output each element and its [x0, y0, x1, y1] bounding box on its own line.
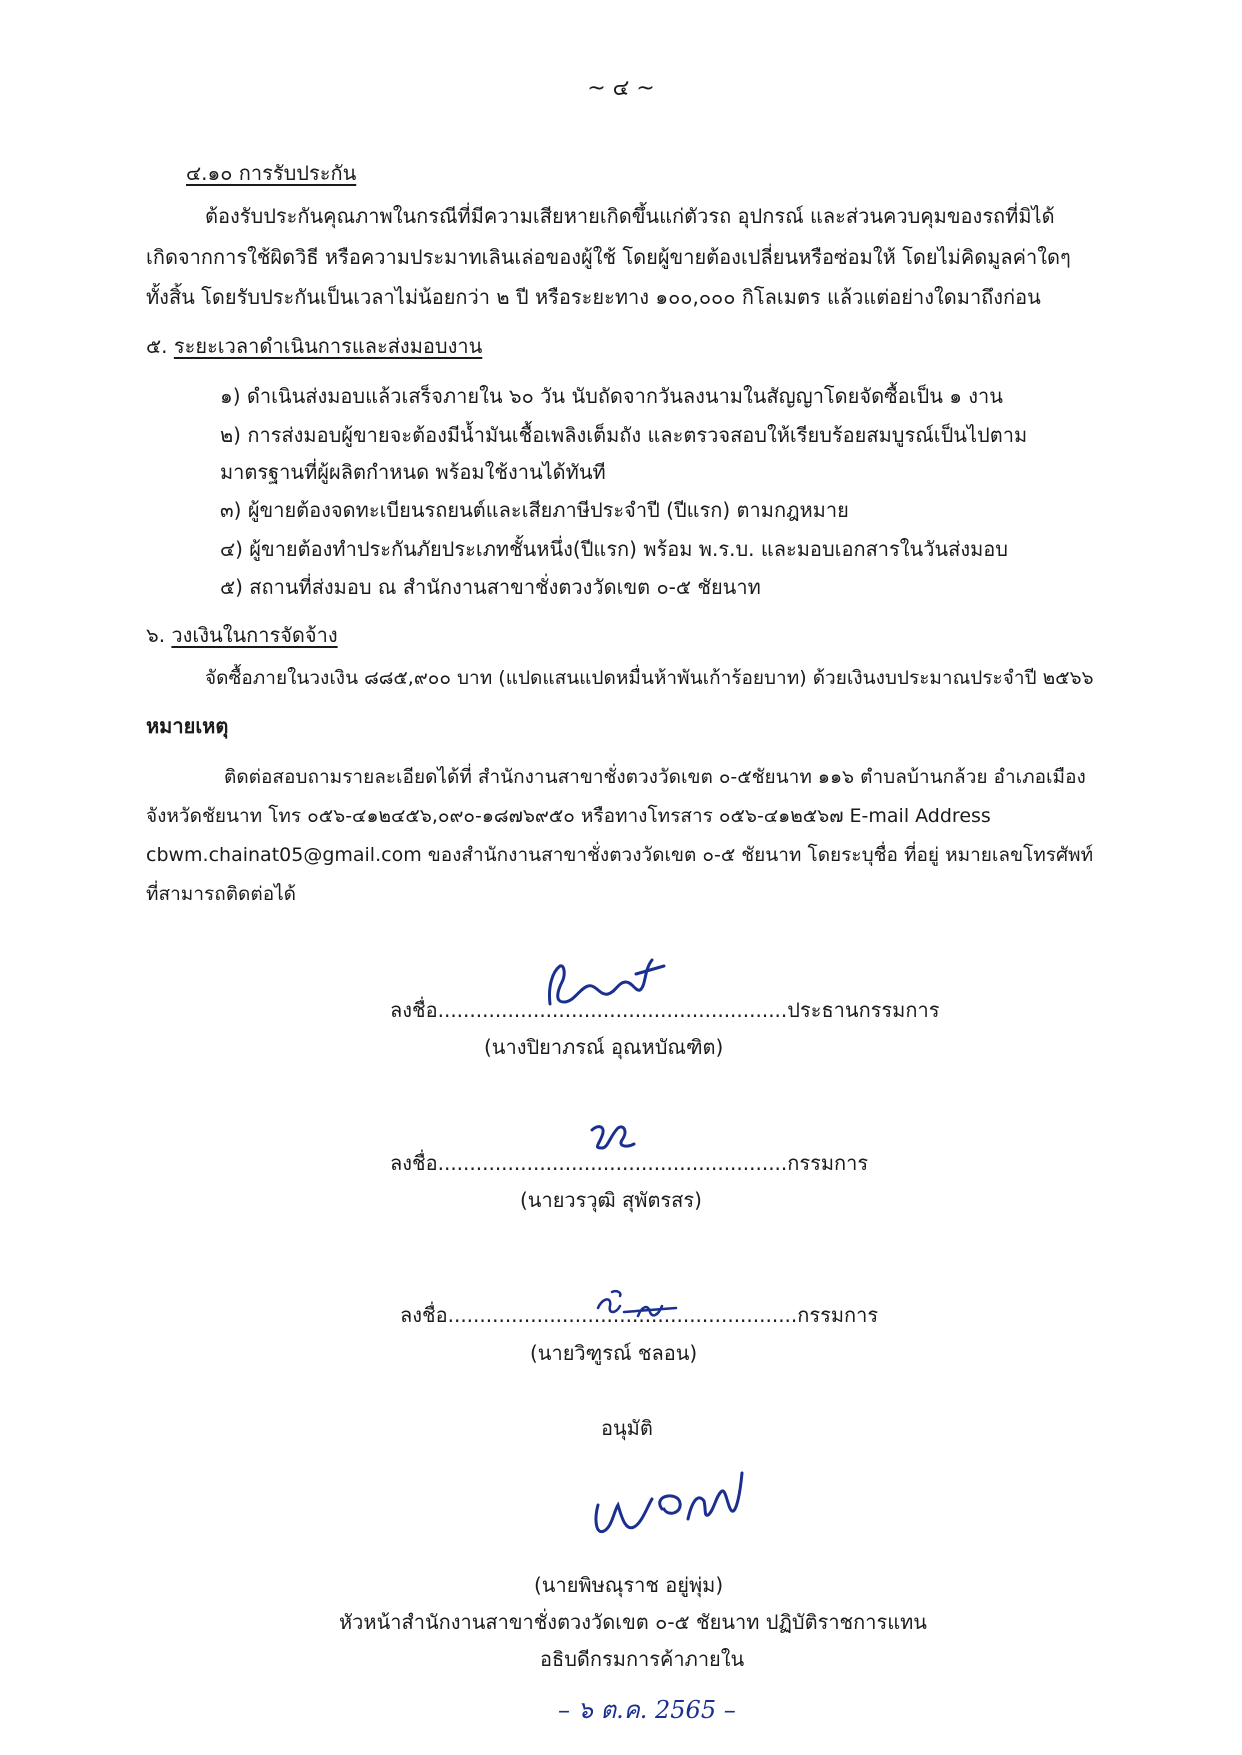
section6-number: ๖.	[146, 623, 166, 647]
remark-line-3: cbwm.chainat05@gmail.com ของสำนักงานสาขาชั่งตวงวัดเขต ๐-๕ ชัยนาท โดยระบุชื่อ ที่อยู่ หมายเลขโทรศัพท์	[146, 844, 1094, 866]
signature-1-name: (นางปิยาภรณ์ อุณหบัณฑิต)	[484, 1035, 724, 1059]
section5-item-2-cont: มาตรฐานที่ผู้ผลิตกำหนด พร้อมใช้งานได้ทันที	[220, 460, 606, 484]
page-number: ~ ๔ ~	[587, 76, 655, 101]
signature-2-name: (นายวรวุฒิ สุพัตรสร)	[520, 1188, 702, 1212]
signature-2-prefix: ลงชื่อ	[390, 1151, 438, 1175]
warranty-line-3: ทั้งสิ้น โดยรับประกันเป็นเวลาไม่น้อยกว่า ๒ ปี หรือระยะทาง ๑๐๐,๐๐๐ กิโลเมตร แล้วแต่อย่างใดมาถึงก่อน	[146, 285, 1041, 309]
signature-3-dots: .......................................................	[447, 1303, 798, 1327]
signature-1-prefix: ลงชื่อ	[390, 998, 438, 1022]
remark-line-2: จังหวัดชัยนาท โทร ๐๕๖-๔๑๒๔๕๖,๐๙๐-๑๘๗๖๙๕๐ หรือทางโทรสาร ๐๕๖-๔๑๒๕๖๗ E-mail Address	[146, 805, 991, 827]
signature-3-role: กรรมการ	[797, 1303, 879, 1327]
approval-signature-handwriting	[588, 1465, 748, 1549]
signature-2-line	[390, 1150, 868, 1176]
approval-date-handwritten: – ๖ ต.ค. 2565 –	[558, 1696, 736, 1724]
warranty-heading: ๔.๑๐ การรับประกัน	[186, 161, 357, 185]
section5-item-4: ๔) ผู้ขายต้องทำประกันภัยประเภทชั้นหนึ่ง(ปีแรก) พร้อม พ.ร.บ. และมอบเอกสารในวันส่งมอบ	[220, 537, 1008, 561]
section5-item-5: ๕) สถานที่ส่งมอบ ณ สำนักงานสาขาชั่งตวงวัดเขต ๐-๕ ชัยนาท	[220, 575, 761, 599]
remark-line-1: ติดต่อสอบถามรายละเอียดได้ที่ สำนักงานสาขาชั่งตวงวัดเขต ๐-๕ชัยนาท ๑๑๖ ตำบลบ้านกล้วย อำเภอเมือง	[224, 766, 1086, 788]
approval-name: (นายพิษณุราช อยู่พุ่ม)	[534, 1573, 724, 1597]
approval-position-line-1: หัวหน้าสำนักงานสาขาชั่งตวงวัดเขต ๐-๕ ชัยนาท ปฏิบัติราชการแทน	[339, 1610, 927, 1634]
approval-label: อนุมัติ	[601, 1416, 653, 1440]
section5-title: ระยะเวลาดำเนินการและส่งมอบงาน	[173, 334, 483, 358]
section5-item-1: ๑) ดำเนินส่งมอบแล้วเสร็จภายใน ๖๐ วัน นับถัดจากวันลงนามในสัญญาโดยจัดซื้อเป็น ๑ งาน	[220, 384, 1003, 408]
signature-2-role: กรรมการ	[787, 1151, 869, 1175]
approval-position-line-2: อธิบดีกรมการค้าภายใน	[540, 1647, 745, 1671]
signature-1-role: ประธานกรรมการ	[787, 998, 940, 1022]
section5-item-3: ๓) ผู้ขายต้องจดทะเบียนรถยนต์และเสียภาษีประจำปี (ปีแรก) ตามกฎหมาย	[220, 498, 849, 522]
section6-title: วงเงินในการจัดจ้าง	[171, 623, 338, 647]
section6-text: จัดซื้อภายในวงเงิน ๘๘๕,๙๐๐ บาท (แปดแสนแปดหมื่นห้าพันเก้าร้อยบาท) ด้วยเงินงบประมาณประจำปี ๒๕๖๖	[205, 667, 1094, 689]
remark-title: หมายเหตุ	[146, 714, 229, 738]
section5-heading	[146, 333, 482, 359]
section6-heading	[146, 622, 338, 648]
remark-line-4: ที่สามารถติดต่อได้	[146, 883, 297, 905]
section5-number: ๕.	[146, 334, 168, 358]
signature-2-dots: .......................................................	[437, 1151, 788, 1175]
signature-3-name: (นายวิฑูรณ์ ชลอน)	[530, 1341, 698, 1365]
signature-3-prefix: ลงชื่อ	[400, 1303, 448, 1327]
section5-item-2: ๒) การส่งมอบผู้ขายจะต้องมีน้ำมันเชื้อเพลิงเต็มถัง และตรวจสอบให้เรียบร้อยสมบูรณ์เป็นไปตาม	[220, 423, 1028, 447]
signature-3-line	[400, 1302, 878, 1328]
signature-1-dots: .......................................................	[437, 998, 788, 1022]
signature-1-line	[390, 997, 939, 1023]
warranty-line-1: ต้องรับประกันคุณภาพในกรณีที่มีความเสียหายเกิดขึ้นแก่ตัวรถ อุปกรณ์ และส่วนควบคุมของรถที่มิได้	[205, 204, 1055, 228]
warranty-line-2: เกิดจากการใช้ผิดวิธี หรือความประมาทเลินเล่อของผู้ใช้ โดยผู้ขายต้องเปลี่ยนหรือซ่อมให้ โดยไม่คิดมูลค่าใดๆ	[146, 245, 1071, 269]
